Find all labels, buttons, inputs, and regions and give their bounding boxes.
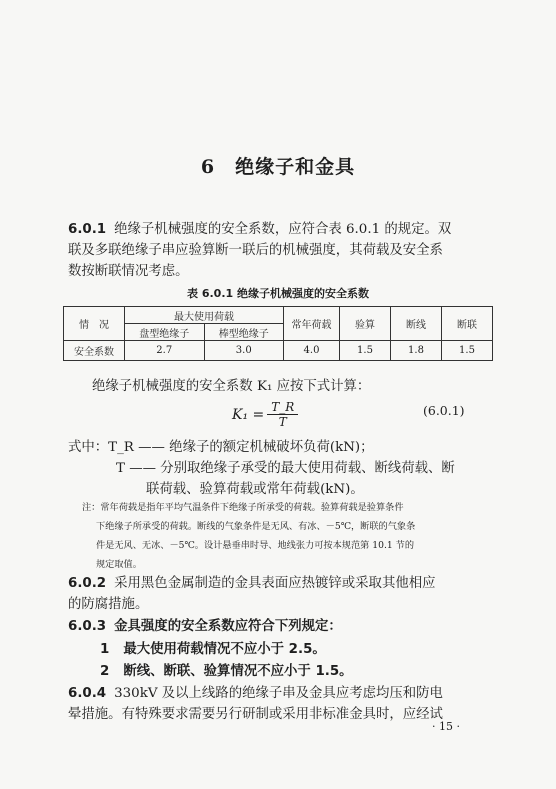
clause-line: 数按断联情况考虑。 xyxy=(68,264,189,279)
table-cell: 2.7 xyxy=(125,341,205,361)
chapter-title: 绝缘子和金具 xyxy=(235,156,356,178)
chapter-heading xyxy=(0,152,556,179)
definitions xyxy=(68,437,488,500)
page-number: · 15 · xyxy=(432,720,460,733)
table-cell: 1.5 xyxy=(340,341,391,361)
definition-tr: T_R —— 绝缘子的额定机械破坏负荷(kN)； xyxy=(108,440,374,455)
header-normal-load: 常年荷载 xyxy=(284,307,340,341)
header-broken-line: 断线 xyxy=(391,307,442,341)
table-note xyxy=(82,498,487,574)
header-situation: 情 况 xyxy=(64,307,125,341)
definitions-prefix: 式中： xyxy=(68,440,109,455)
table-cell: 3.0 xyxy=(204,341,284,361)
clause-number: 6.0.3 xyxy=(68,619,107,634)
row-label: 安全系数 xyxy=(64,341,125,361)
clause-6-0-1 xyxy=(68,219,488,282)
note-line: 下绝缘子所承受的荷载。断线的气象条件是无风、有冰、－5℃，断联的气象条 xyxy=(96,521,416,532)
table-caption: 表 6.0.1 绝缘子机械强度的安全系数 xyxy=(187,287,369,300)
formula-denominator: T xyxy=(278,415,287,429)
note-line: 件是无风、无冰、－5℃。设计悬垂串时导、地线张力可按本规范第 10.1 节的 xyxy=(96,540,415,551)
header-disc-insulator: 盘型绝缘子 xyxy=(125,324,205,341)
formula xyxy=(232,400,298,430)
clause-number: 6.0.4 xyxy=(68,686,107,701)
clause-6-0-4: 6.0.4 330kV 及以上线路的绝缘子串及金具应考虑均压和防电 晕措施。有特殊要求需要另行研制或采用非标准金具时，应经试 xyxy=(68,686,443,722)
table-cell: 1.5 xyxy=(442,341,493,361)
formula-fraction xyxy=(267,400,298,430)
header-check: 验算 xyxy=(340,307,391,341)
definition-t-cont: 联荷载、验算荷载或常年荷载(kN)。 xyxy=(146,482,364,497)
clause-line: 6.0.1 绝缘子机械强度的安全系数，应符合表 6.0.1 的规定。双 xyxy=(68,222,452,237)
note-line: 注：常年荷载是指年平均气温条件下绝缘子所承受的荷载。验算荷载是验算条件 xyxy=(82,502,404,513)
formula-lhs: K₁ = xyxy=(232,407,265,423)
header-max-load: 最大使用荷载 xyxy=(125,307,284,324)
list-item: 2 断线、断联、验算情况不应小于 1.5。 xyxy=(100,664,353,679)
header-broken-link: 断联 xyxy=(442,307,493,341)
chapter-number: 6 xyxy=(200,156,216,178)
clause-line: 联及多联绝缘子串应验算断一联后的机械强度，其荷载及安全系 xyxy=(68,243,443,258)
clause-number: 6.0.2 xyxy=(68,576,107,591)
list-item: 1 最大使用荷载情况不应小于 2.5。 xyxy=(100,642,326,657)
clause-6-0-2: 6.0.2 采用黑色金属制造的金具表面应热镀锌或采取其他相应 的防腐措施。 xyxy=(68,576,436,612)
definition-t: T —— 分别取绝缘子承受的最大使用荷载、断线荷载、断 xyxy=(116,461,455,476)
clause-number: 6.0.1 xyxy=(68,222,107,237)
equation-number: (6.0.1) xyxy=(423,403,465,418)
safety-factor-table xyxy=(63,306,493,361)
formula-intro: 绝缘子机械强度的安全系数 K₁ 应按下式计算： xyxy=(92,379,371,394)
table-cell: 4.0 xyxy=(284,341,340,361)
header-rod-insulator: 棒型绝缘子 xyxy=(204,324,284,341)
clause-6-0-3: 6.0.3 金具强度的安全系数应符合下列规定： xyxy=(68,618,342,634)
table-cell: 1.8 xyxy=(391,341,442,361)
note-line: 规定取值。 xyxy=(96,559,142,570)
formula-numerator: T_R xyxy=(267,400,298,415)
